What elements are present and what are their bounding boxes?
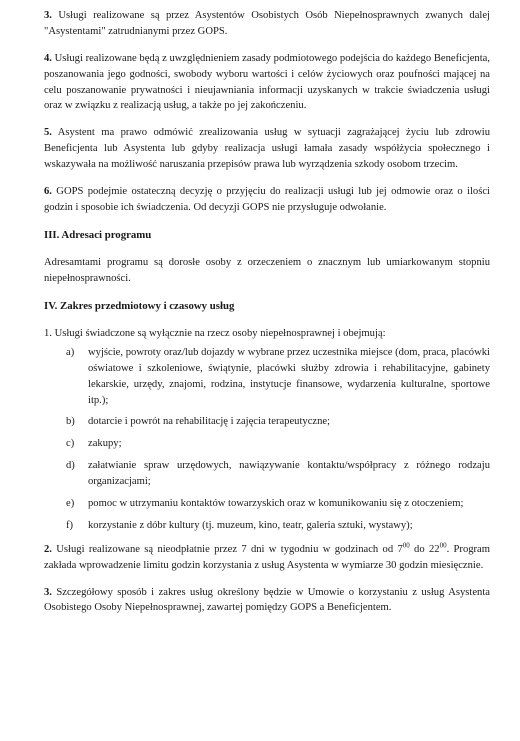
- paragraph-number: 2.: [44, 543, 52, 555]
- paragraph-text: Usługi realizowane są przez Asystentów Osobistych Osób Niepełnosprawnych zwanych dalej "Asystentami" zatrudnianymi przez GOPS.: [44, 10, 491, 37]
- paragraph-number: 3.: [44, 586, 52, 598]
- item-2-text-c: . Program zakłada wprowadzenie limitu godzin korzystania z usług Asystenta w wymiarze 30 godzin miesięcznie.: [44, 543, 491, 571]
- list-marker: c): [66, 438, 75, 450]
- list-text: pomoc w utrzymaniu kontaktów towarzyskich oraz w komunikowaniu się z otoczeniem;: [88, 497, 464, 509]
- item-3-text: Szczegółowy sposób i zakres usług określony będzie w Umowie o korzystaniu z usług Asystenta Osobistego Osoby Niepełnosprawnej, zawartej pomiędzy GOPS a Beneficjentem.: [44, 586, 490, 614]
- paragraph-4: [44, 51, 490, 115]
- hour-superscript: 00: [439, 541, 447, 550]
- paragraph-number: 6.: [44, 186, 52, 198]
- list-item: [66, 414, 490, 430]
- paragraph-number: 3.: [44, 10, 52, 21]
- paragraph-text: GOPS podejmie ostateczną decyzję o przyjęciu do realizacji usługi lub jej odmowie oraz o ilości godzin i sposobie ich świadczenia. Od decyzji GOPS nie przysługuje odwołanie.: [44, 186, 490, 213]
- paragraph-6: [44, 184, 490, 216]
- paragraph-number: 4.: [44, 52, 52, 64]
- list-item: [66, 458, 490, 490]
- item-2-text-a: Usługi realizowane są nieodpłatnie przez 7 dni w tygodniu w godzinach od 7: [56, 543, 403, 555]
- list-text: dotarcie i powrót na rehabilitację i zajęcia terapeutyczne;: [88, 416, 331, 428]
- section-4-item-2: [44, 542, 490, 574]
- paragraph-text: Usługi realizowane będą z uwzględnieniem zasady podmiotowego podejścia do każdego Beneficjenta, poszanowania jego godności, swobody wyboru wartości i celów życiowych oraz poufności mającej na celu poszanowanie prywatności i nieujawniania informacji uzyskanych w trakcie świadczenia usługi oraz w związku z realizacją usług, a także po jej zakończeniu.: [44, 52, 490, 112]
- paragraph-5: [44, 125, 490, 173]
- paragraph-text: Asystent ma prawo odmówić zrealizowania usług w sytuacji zagrażającej życiu lub zdrowiu Beneficjenta lub Asystenta lub gdyby realizacja usługi łamała zasady współżycia społecznego i wskazywała na możliwość naruszania przepisów prawa lub wyrządzenia szkody osobom trzecim.: [44, 127, 490, 171]
- list-marker: a): [66, 346, 75, 358]
- services-list: [44, 345, 490, 534]
- list-marker: f): [66, 519, 74, 531]
- section-3-text: Adresamtami programu są dorosłe osoby z orzeczeniem o znacznym lub umiarkowanym stopniu niepełnosprawności.: [44, 256, 490, 284]
- item-2-text-b: do 22: [409, 543, 440, 555]
- list-item: [66, 436, 490, 452]
- list-marker: e): [66, 497, 75, 509]
- list-text: załatwianie spraw urzędowych, nawiązywanie kontaktu/współpracy z różnego rodzaju organizacjami;: [88, 460, 490, 488]
- section-4-item-1-intro: 1. Usługi świadczone są wyłącznie na rzecz osoby niepełnosprawnej i obejmują:: [44, 327, 386, 339]
- paragraph-number: 5.: [44, 127, 52, 139]
- section-4-item-3: [44, 585, 490, 617]
- list-text: wyjście, powroty oraz/lub dojazdy w wybrane przez uczestnika miejsce (dom, praca, placówki oświatowe i szkoleniowe, świątynie, placówki służby zdrowia i rehabilitacyjne, gabinety lekarskie, urzędy, znajomi, rodzina, instytucje finansowe, wydarzenia kulturalne, sportowe itp.);: [88, 346, 490, 406]
- hour-superscript: 00: [402, 541, 410, 550]
- list-text: zakupy;: [88, 438, 122, 450]
- list-item: [66, 496, 490, 512]
- list-marker: d): [66, 460, 75, 472]
- paragraph-3: [44, 8, 490, 40]
- list-marker: b): [66, 416, 75, 428]
- section-3-heading: III. Adresaci programu: [44, 228, 152, 241]
- list-item: [66, 518, 490, 534]
- list-text: korzystanie z dóbr kultury (tj. muzeum, kino, teatr, galeria sztuki, wystawy);: [88, 519, 413, 531]
- section-4-heading: IV. Zakres przedmiotowy i czasowy usług: [44, 299, 235, 312]
- list-item: [66, 345, 490, 409]
